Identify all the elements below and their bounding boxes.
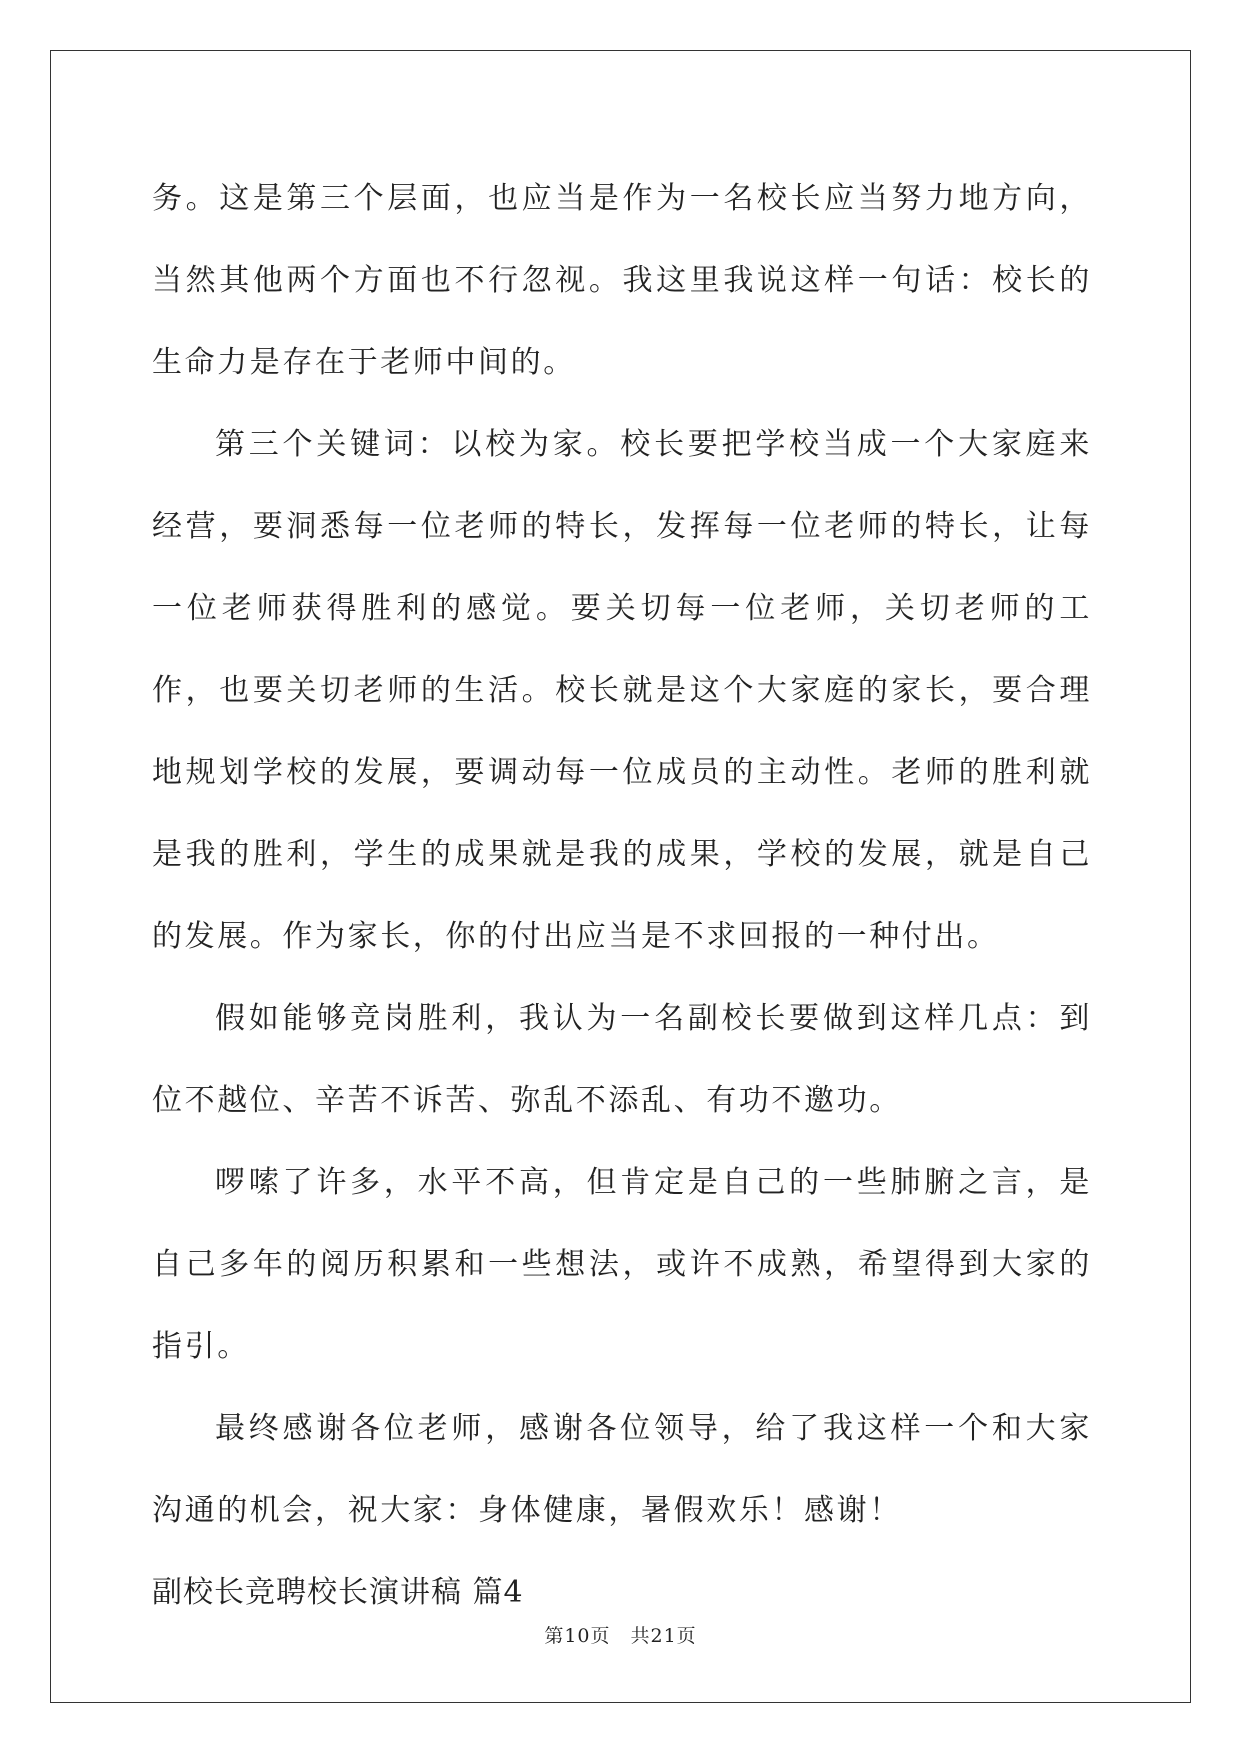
section-heading: 副校长竞聘校长演讲稿 篇4: [152, 1575, 524, 1610]
document-body: [152, 158, 1092, 1634]
paragraph-4: 啰嗦了许多，水平不高，但肯定是自己的一些肺腑之言，是自己多年的阅历积累和一些想法，或许不成熟，希望得到大家的指引。: [152, 1165, 1092, 1364]
paragraph-3: 假如能够竞岗胜利，我认为一名副校长要做到这样几点：到位不越位、辛苦不诉苦、弥乱不添乱、有功不邀功。: [152, 1001, 1092, 1118]
page-number-footer: 第10页 共21页: [544, 1625, 697, 1647]
paragraph-1: 务。这是第三个层面，也应当是作为一名校长应当努力地方向，当然其他两个方面也不行忽视。我这里我说这样一句话：校长的生命力是存在于老师中间的。: [152, 181, 1092, 380]
paragraph-5: 最终感谢各位老师，感谢各位领导，给了我这样一个和大家沟通的机会，祝大家：身体健康，暑假欢乐！感谢！: [152, 1411, 1092, 1528]
paragraph-2: 第三个关键词：以校为家。校长要把学校当成一个大家庭来经营，要洞悉每一位老师的特长，发挥每一位老师的特长，让每一位老师获得胜利的感觉。要关切每一位老师，关切老师的工作，也要关切老师的生活。校长就是这个大家庭的家长，要合理地规划学校的发展，要调动每一位成员的主动性。老师的胜利就是我的胜利，学生的成果就是我的成果，学校的发展，就是自己的发展。作为家长，你的付出应当是不求回报的一种付出。: [152, 427, 1092, 954]
